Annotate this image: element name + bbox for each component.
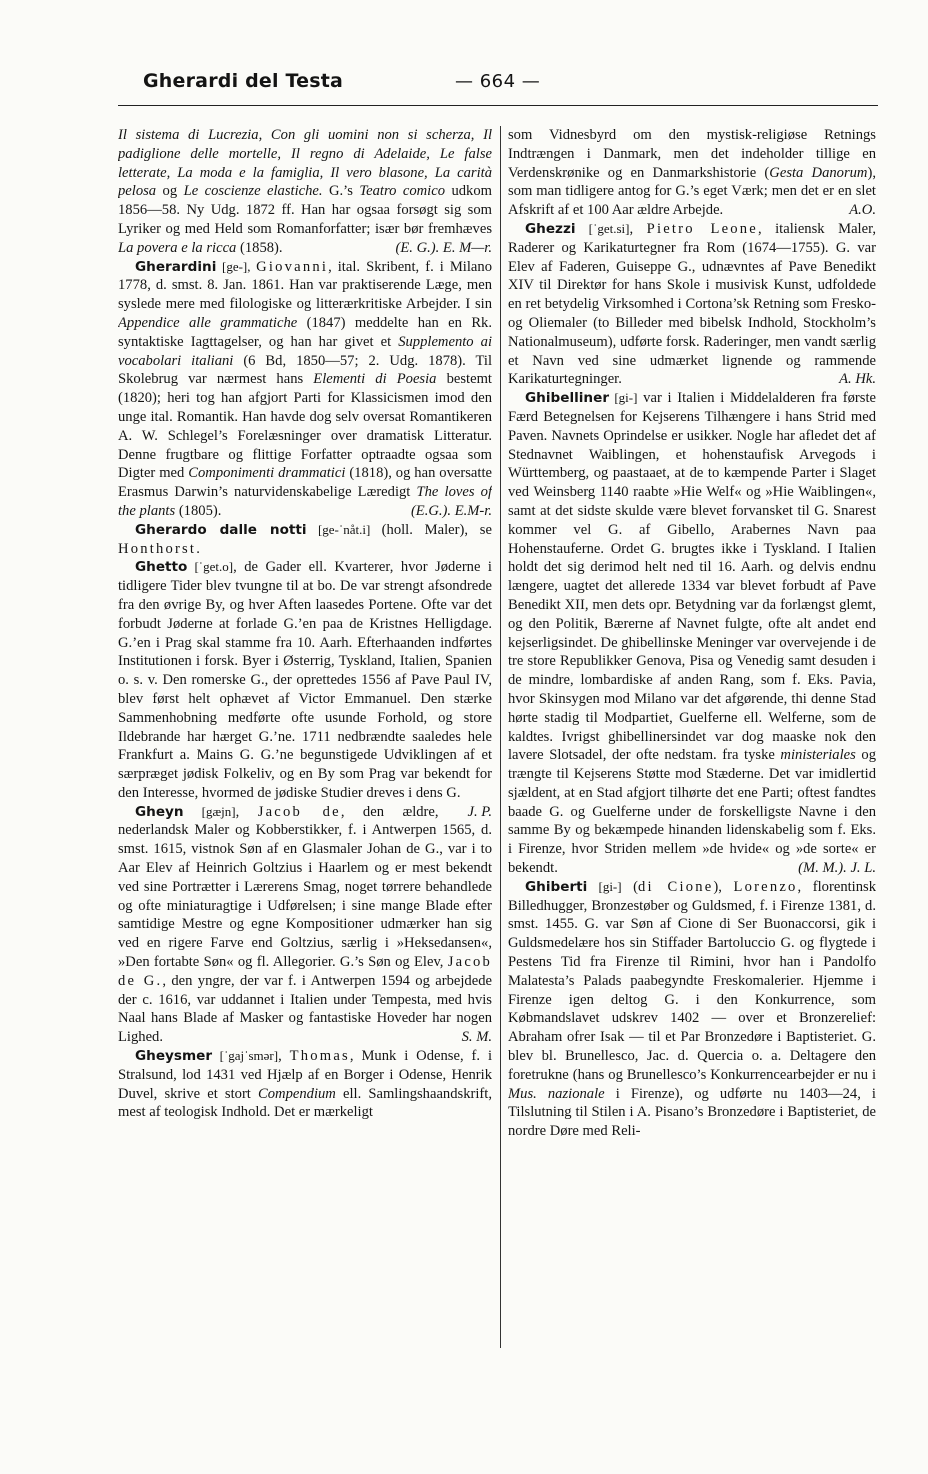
- author-signature: (E. G.). E. M—r.: [395, 239, 492, 256]
- entry-ghetto: Ghetto [ˈget.o], de Gader ell. Kvarterer, hvor Jøderne i tidligere Tider blev tvungne til at bo. De var strengt afsondrede fra den øvrige By, og hver Aften laasedes Portene. Ofte var det forbudt Jøderne at forlade G.’en paa de Kristnes Helligdage. G.’en i Prag skal stamme fra 10. Aarh. Efterhaanden indførtes Institutionen i forsk. Byer i Østerrig, Tyskland, Italien, Spanien o. s. v. Den romerske G., der oprettedes 1556 af Pave Paul IV, blev først helt ophævet af Victor Emmanuel. Den stærke Sammenhobning medførte ofte usunde Forhold, og store Ildebrande har hærget G.’ne. 1711 nedbrændte saaledes hele Frankfurt a. Mains G. G.’ne begunstigede Udviklingen af et særpræget jødisk Folkeliv, og en By som Prag var bekendt for den Interesse, hvormed de jødiske Studier dreves i dens G. J. P.: [118, 559, 492, 820]
- column-divider: [500, 126, 501, 1348]
- headword: Ghiberti: [525, 878, 588, 895]
- headword: Gheyn: [135, 803, 184, 820]
- entry-continuation: Il sistema di Lucrezia, Con gli uomini non si scherza, Il padiglione delle mortelle, Il regno di Adelaide, Le false letterate, La moda e la famiglia, Il vero blasone, La carità pelosa og Le coscienze elastiche. G.’s Teatro comico udkom 1856—58. Ny Udg. 1872 ff. Han har ogsaa forsøgt sig som Lyriker og med Held som Romanforfatter; især bør fremhæves La povera e la ricca (1858). (E. G.). E. M—r.: [118, 127, 492, 256]
- page-header: [143, 70, 843, 100]
- pronunciation: [gi-]: [609, 390, 638, 406]
- right-column: [508, 126, 876, 1351]
- entry-gheysmer: Gheysmer [ˈgajˈsmər], Thomas, Munk i Odense, f. i Stralsund, lod 1431 ved Hjælp af en Borger i Odense, Henrik Duvel, skrive et stort Compendium ell. Samlingshaandskrift, mest af teologisk Indhold. Det er mærkeligt: [118, 1048, 492, 1121]
- italic-text: Le coscienze elastiche.: [183, 183, 323, 200]
- entry-gheyn: Gheyn [gæjn], Jacob de, den ældre, nederlandsk Maler og Kobberstikker, f. i Antwerpen 1565, d. smst. 1615, vistnok Søn af en Glasmaler Johan de G., var i to Aar Elev af Heinrich Goltzius i Haarlem og er mest bekendt ved sine Portrætter i Lærerens Smag, noget tørrere behandlede og ofte miniaturagtige i Udførelsen; i sine mange Blade efter samtidige Mestre og egne Kompositioner udmærker han sig ved en rigere Farve end Goltzius, særlig i »Heksedansen«, »Den fortabte Søn« og fl. Allegorier. G.’s Søn og Elev, Jacob de G., den yngre, der var f. i Antwerpen 1594 og arbejdede der c. 1616, var uddannet i Italien under Tempesta, med hvis Naal hans Blade af Masker og fantastiske Hoveder har nogen Lighed. S. M.: [118, 803, 492, 1046]
- pronunciation: [ˈget.o]: [187, 559, 234, 575]
- spaced-name: Pietro Leone: [646, 220, 758, 237]
- spaced-name: Thomas: [289, 1048, 350, 1065]
- spaced-name: Jacob de G.: [118, 954, 492, 989]
- headword: Gherardo dalle notti: [135, 521, 307, 538]
- spaced-name: di Cione: [638, 878, 714, 895]
- left-column: [118, 126, 492, 1351]
- entry-gherardini: Gherardini [ge-], Giovanni, ital. Skribent, f. i Milano 1778, d. smst. 8. Jan. 1861. Han var praktiserende Læge, men syslede mere med filologiske og litterærkritiske Arbejder. I sin Appendice alle grammatiche (1847) meddelte han en Rk. syntaktiske Iagttagelser, og han har givet et Supplemento ai vocabolari italiani (6 Bd, 1850—57; 2. Udg. 1878). Til Skolebrug var nærmest hans Elementi di Poesia bestemt (1820); heri tog han afgjort Parti for Klassicismen imod den unge ital. Romantik. Han havde dog selv oversat Romantikeren A. W. Schlegel’s Forelæsninger over dramatisk Litteratur. Denne frugtbare og flittige Forfatter optraadte ogsaa som Digter med Componimenti drammatici (1818), og han oversatte Erasmus Darwin’s naturvidenskabelige Læredigt The loves of the plants (1805). (E.G.). E.M-r.: [118, 258, 492, 519]
- pronunciation: [ge-],: [216, 258, 257, 274]
- header-rule: [118, 105, 878, 106]
- author-signature: (E.G.). E.M-r.: [410, 502, 492, 519]
- cross-reference: Honthorst: [118, 540, 197, 557]
- entry-gherardo-dalle-notti: Gherardo dalle notti [ge-ˈnåt.i] (holl. Maler), se Honthorst.: [118, 521, 492, 557]
- headword: Ghetto: [135, 559, 188, 576]
- author-signature: A. Hk.: [839, 371, 876, 388]
- entry-gheysmer-continuation: som Vidnesbyrd om den mystisk-religiøse Retnings Indtrængen i Danmark, men det indeholder tillige en Verdenskrønike og en Danmarkshistorie (Gesta Danorum), som man tidligere antog for G.’s eget Værk; men det er en slet Afskrift af et 100 Aar ældre Arbejde. A.O.: [508, 127, 876, 219]
- pronunciation: [ge-ˈnåt.i]: [306, 521, 382, 537]
- italic-text: La povera e la ricca: [118, 239, 237, 256]
- headword: Gheysmer: [135, 1048, 213, 1065]
- spaced-name: Lorenzo: [733, 878, 798, 895]
- author-signature: A.O.: [849, 202, 876, 219]
- author-signature: (M. M.). J. L.: [798, 860, 876, 877]
- pronunciation: [ˈget.si]: [575, 220, 630, 236]
- headword: Ghibelliner: [525, 390, 610, 407]
- italic-text: Teatro comico: [359, 183, 446, 200]
- entry-ghibelliner: Ghibelliner [gi-] var i Italien i Middelalderen fra første Færd Betegnelsen for Kejserens Tilhængere i hans Strid med Paven. Navnets Oprindelse er usikker. Nogle har afledet det af Stednavnet Waiblingen, et hohenstaufisk Arvegods i Württemberg, og paastaaet, at de to kæmpende Parter i Slaget ved Weinsberg 1140 raabte »Hie Welf« og »Hie Waiblingen«, samt at det sidste skulde være blevet forvansket til G. Snarest kommer vel G. af Gibello, Arabernes Navn paa Hohenstauferne. Ordet G. brugtes ikke i Tyskland. I Italien holdt det sig derimod helt ned til 16. Aarh. og delvis endnu længere, uagtet det allerede 1334 var blevet forbudt af Pave Benedikt XII, men dets opr. Betydning var da forlængst glemt, og den Politik, Bærerne af Navnet fulgte, ofte alt andet end kejserligsindet. De ghibellinske Meninger var overvejende i de tre store Republikker Genova, Pisa og Venedig samt desuden i de mindre, lombardiske af anden Rang, som f. Eks. Pavia, hvor Skinsygen mod Milano var det afgørende, thi denne Stad hørte stadig til Modpartiet, Guelferne ell. Welferne, som de kaldtes. Ivrigst ghibellinersindet var dog maaske nok den lavere Slotsadel, der ofte nedstam. fra tyske ministeriales og trængte til Kejserens Støtte mod Stæderne. Det var imidlertid sjældent, at en Stad afgjort tilhørte det ene Parti; oftest fandtes baade G. og Guelferne under de forskelligste Navne i den samme By og bekæmpede hinanden lidenskabelig som f. Eks. i Firenze, hvor Striden mellem »de hvide« og »de sorte« er bekendt. (M. M.). J. L.: [508, 390, 876, 877]
- pronunciation: [ˈgajˈsmər]: [212, 1048, 279, 1064]
- entry-ghezzi: Ghezzi [ˈget.si], Pietro Leone, italiensk Maler, Raderer og Karikaturtegner fra Rom (1674—1755). G. var Elev af Faderen, Guiseppe G., udnævntes af Pave Benedikt XIV til Direktør for hans Skole i musivisk Kunst, udfoldede en ret betydelig Virksomhed i Cortona’sk Retning som Fresko- og Oliemaler (to Billeder med bibelsk Indhold, Stockholm’s Nationalmuseum), udførte forsk. Raderinger, men vandt særlig et Navn ved sine udmærket lignende og rammende Karikaturtegninger. A. Hk.: [508, 220, 876, 388]
- headword: Ghezzi: [525, 220, 576, 237]
- italic-text: Il sistema di Lucrezia, Con gli uomini non si scherza, Il padiglione delle mortelle, Il regno di Adelaide, Le false letterate, La moda e la famiglia, Il vero blasone, La carità pelosa: [118, 127, 492, 200]
- author-signature: S. M.: [461, 1029, 492, 1046]
- pronunciation: [gæjn]: [183, 803, 236, 819]
- entry-ghiberti: Ghiberti [gi-] (di Cione), Lorenzo, florentinsk Billedhugger, Bronzestøber og Guldsmed, f. i Firenze 1381, d. smst. 1455. G. var Søn af Cione di Ser Buonaccorsi, gik i Guldsmedelære hos sin Stiffader Bartoluccio G. og flygtede i Pestens Tid fra Firenze til Rimini, hvor han i Pandolfo Malatesta’s Palads paabegyndte Freskomalerier. Hjemme i Firenze igen deltog G. i den Konkurrence, som Købmandslavet udskrev 1402 — over et Bronzerelief: Abraham ofrer Isak — til et Par Bronzedøre i Baptisteriet. G. blev bl. Brunellesco, Jac. d. Quercia o. a. Deltagere den foretrukne (hans og Brunellesco’s Konkurrencearbejder er nu i Mus. nazionale i Firenze), og udførte nu 1403—24, i Tilslutning til Stilen i A. Pisano’s Bronzedøre i Baptisteriet, de nordre Døre med Reli-: [508, 878, 876, 1140]
- author-signature: J. P.: [467, 803, 492, 820]
- spaced-name: Giovanni: [256, 258, 329, 275]
- headword: Gherardini: [135, 258, 217, 275]
- page-number: — 664 —: [455, 71, 541, 92]
- spaced-name: Jacob de: [257, 803, 341, 820]
- pronunciation: [gi-]: [587, 878, 622, 894]
- running-head-title: Gherardi del Testa: [143, 70, 344, 92]
